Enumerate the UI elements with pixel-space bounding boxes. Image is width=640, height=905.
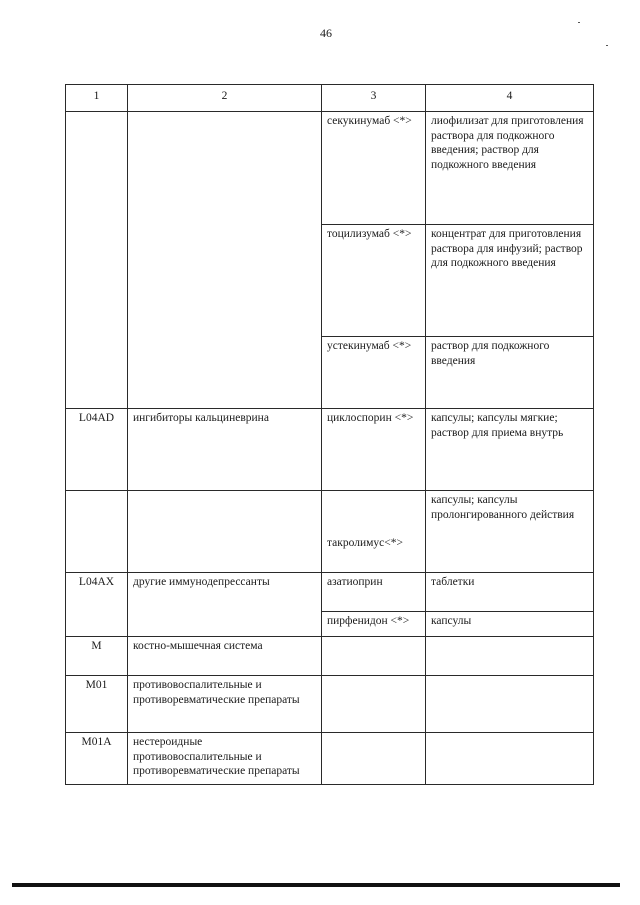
drug-name-cell: азатиоприн (322, 573, 426, 612)
dosage-form-cell: капсулы; капсулы пролонгированного действия (426, 491, 594, 573)
atc-code-cell: M01 (66, 676, 128, 733)
scan-speck (606, 45, 608, 46)
table-row (66, 112, 594, 225)
group-name-cell: противовоспалительные и противоревматические препараты (128, 676, 322, 733)
drug-name-cell: устекинумаб <*> (322, 337, 426, 409)
table-row (66, 573, 594, 612)
dosage-form-cell: таблетки (426, 573, 594, 612)
dosage-form-cell: раствор для подкожного введения (426, 337, 594, 409)
atc-code-cell: L04AD (66, 409, 128, 491)
dosage-form-cell: лиофилизат для приготовления раствора для подкожного введения; раствор для подкожного введения (426, 112, 594, 225)
dosage-form-cell: капсулы (426, 612, 594, 637)
column-header: 3 (322, 85, 426, 112)
drug-name-cell (322, 733, 426, 785)
atc-code-cell (66, 112, 128, 409)
group-name-cell (128, 491, 322, 573)
table-row (66, 733, 594, 785)
column-header: 1 (66, 85, 128, 112)
atc-code-cell (66, 491, 128, 573)
table-header-row (66, 85, 594, 112)
table-row (66, 676, 594, 733)
drug-name-cell: тоцилизумаб <*> (322, 225, 426, 337)
dosage-form-cell: капсулы; капсулы мягкие; раствор для приема внутрь (426, 409, 594, 491)
drug-name-cell: пирфенидон <*> (322, 612, 426, 637)
drug-list-table (65, 84, 594, 785)
group-name-cell: костно-мышечная система (128, 637, 322, 676)
group-name-cell (128, 112, 322, 409)
dosage-form-cell: концентрат для приготовления раствора для инфузий; раствор для подкожного введения (426, 225, 594, 337)
column-header: 2 (128, 85, 322, 112)
table-row (66, 637, 594, 676)
column-header: 4 (426, 85, 594, 112)
group-name-cell: другие иммунодепрессанты (128, 573, 322, 637)
bottom-rule (12, 883, 620, 887)
page-number: 46 (320, 26, 332, 40)
drug-name-cell (322, 676, 426, 733)
drug-name-cell: циклоспорин <*> (322, 409, 426, 491)
drug-name-cell: секукинумаб <*> (322, 112, 426, 225)
dosage-form-cell (426, 676, 594, 733)
atc-code-cell: M01A (66, 733, 128, 785)
table-row (66, 409, 594, 491)
atc-code-cell: M (66, 637, 128, 676)
dosage-form-cell (426, 637, 594, 676)
drug-name-cell: такролимус<*> (322, 491, 426, 573)
dosage-form-cell (426, 733, 594, 785)
group-name-cell: нестероидные противовоспалительные и противоревматические препараты (128, 733, 322, 785)
table-row (66, 491, 594, 573)
group-name-cell: ингибиторы кальциневрина (128, 409, 322, 491)
scan-speck (578, 22, 580, 23)
atc-code-cell: L04AX (66, 573, 128, 637)
drug-name-cell (322, 637, 426, 676)
